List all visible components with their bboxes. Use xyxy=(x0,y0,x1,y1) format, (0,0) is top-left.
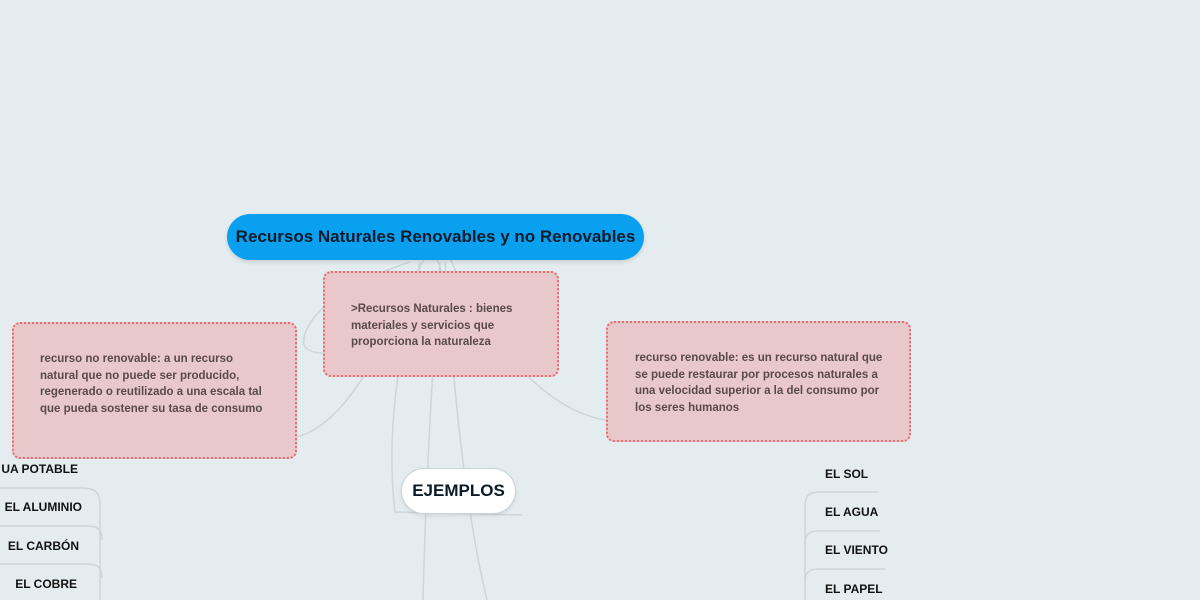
non-renewable-example[interactable]: EL CARBÓN xyxy=(7,539,79,553)
non-renewable-example[interactable]: EL ALUMINIO xyxy=(4,500,82,514)
renewable-example[interactable]: EL SOL xyxy=(825,467,869,481)
non-renewable-example[interactable]: EL COBRE xyxy=(15,577,77,591)
non-renewable-note[interactable]: recurso no renovable: a un recurso natural que no puede ser producido, regenerado o reutilizado a una escala tal que pueda sostener su tasa de consumo xyxy=(12,322,297,459)
root-topic[interactable]: Recursos Naturales Renovables y no Renovables xyxy=(227,214,644,260)
renewable-example[interactable]: EL AGUA xyxy=(825,505,879,519)
renewable-example[interactable]: EL PAPEL xyxy=(825,582,883,596)
renewable-note[interactable]: recurso renovable: es un recurso natural que se puede restaurar por procesos naturales a una velocidad superior a la del consumo por los seres humanos xyxy=(606,321,911,442)
renewable-example[interactable]: EL VIENTO xyxy=(825,543,888,557)
non-renewable-example[interactable]: UA POTABLE xyxy=(1,462,78,476)
definition-note[interactable]: >Recursos Naturales : bienes materiales y servicios que proporciona la naturaleza xyxy=(323,271,559,377)
examples-topic[interactable]: EJEMPLOS xyxy=(401,468,516,514)
